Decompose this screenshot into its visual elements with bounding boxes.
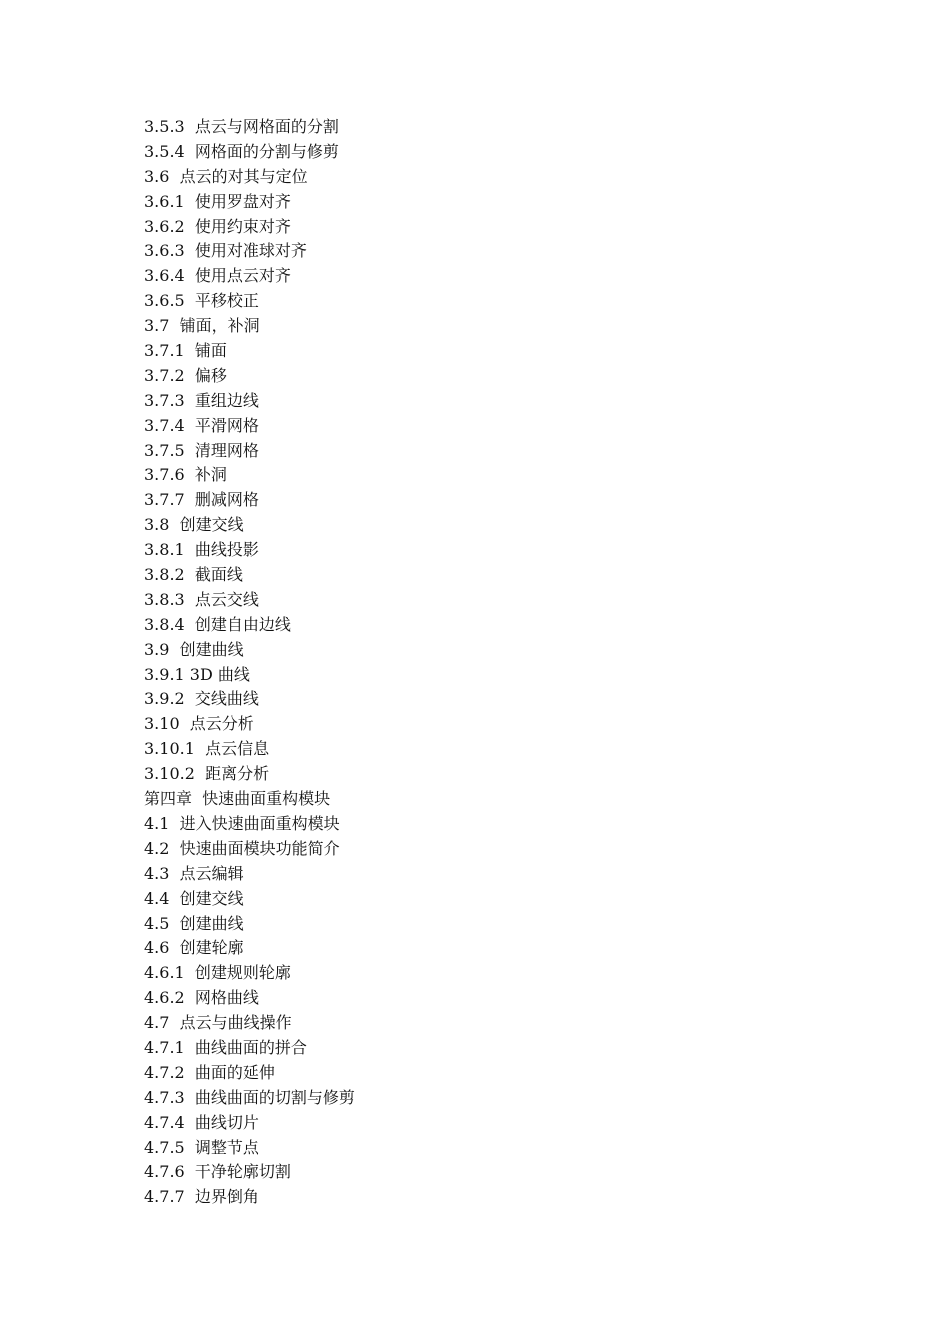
toc-entry: 4.3 点云编辑: [144, 863, 244, 883]
toc-entry: 3.6.1 使用罗盘对齐: [144, 191, 291, 211]
toc-entry: 3.7.6 补洞: [144, 465, 227, 485]
toc-chapter-heading: 第四章 快速曲面重构模块: [144, 789, 331, 809]
toc-entry: 3.7.7 删减网格: [144, 490, 259, 510]
toc-entry: 4.5 创建曲线: [144, 913, 244, 933]
toc-entry: 3.10.1 点云信息: [144, 739, 270, 759]
toc-entry: 3.7.4 平滑网格: [144, 415, 259, 435]
toc-entry: 3.8.1 曲线投影: [144, 540, 259, 560]
toc-entry: 4.4 创建交线: [144, 888, 244, 908]
toc-entry: 3.7 铺面，补洞: [144, 316, 260, 336]
toc-entry: 3.6.5 平移校正: [144, 291, 259, 311]
toc-entry: 3.9 创建曲线: [144, 639, 244, 659]
toc-entry: 4.7 点云与曲线操作: [144, 1013, 292, 1033]
toc-entry: 4.2 快速曲面模块功能简介: [144, 838, 340, 858]
toc-entry: 3.7.1 铺面: [144, 341, 227, 361]
toc-entry: 4.7.1 曲线曲面的拼合: [144, 1037, 307, 1057]
toc-entry: 4.7.5 调整节点: [144, 1137, 259, 1157]
toc-entry: 4.7.6 干净轮廓切割: [144, 1162, 291, 1182]
toc-entry: 3.8 创建交线: [144, 515, 244, 535]
toc-entry: 3.8.3 点云交线: [144, 589, 259, 609]
toc-entry: 3.7.5 清理网格: [144, 440, 259, 460]
toc-entry: 4.6 创建轮廓: [144, 938, 244, 958]
toc-entry: 3.6.4 使用点云对齐: [144, 266, 291, 286]
toc-entry: 3.7.2 偏移: [144, 365, 227, 385]
toc-entry: 4.7.2 曲面的延伸: [144, 1062, 275, 1082]
toc-entry: 4.6.1 创建规则轮廓: [144, 963, 291, 983]
toc-entry: 4.6.2 网格曲线: [144, 988, 259, 1008]
toc-entry: 3.5.3 点云与网格面的分割: [144, 117, 339, 136]
toc-entry: 3.8.2 截面线: [144, 565, 243, 585]
toc-entry: 4.7.3 曲线曲面的切割与修剪: [144, 1087, 355, 1107]
toc-entry: 3.5.4 网格面的分割与修剪: [144, 141, 339, 161]
toc-entry: 4.7.7 边界倒角: [144, 1187, 259, 1207]
toc-entry: 4.1 进入快速曲面重构模块: [144, 813, 340, 833]
toc-entry: 3.7.3 重组边线: [144, 390, 259, 410]
toc-entry: 3.9.2 交线曲线: [144, 689, 259, 709]
toc-entry: 3.6.2 使用约束对齐: [144, 216, 291, 236]
toc-entry: 3.6 点云的对其与定位: [144, 166, 308, 186]
toc-entry: 4.7.4 曲线切片: [144, 1112, 259, 1132]
toc-entry: 3.10 点云分析: [144, 714, 254, 734]
toc-entry: 3.6.3 使用对准球对齐: [144, 241, 307, 261]
toc-entry: 3.9.1 3D 曲线: [144, 664, 250, 684]
toc-entry: 3.8.4 创建自由边线: [144, 614, 291, 634]
table-of-contents: [144, 115, 355, 1210]
toc-entry: 3.10.2 距离分析: [144, 764, 270, 784]
